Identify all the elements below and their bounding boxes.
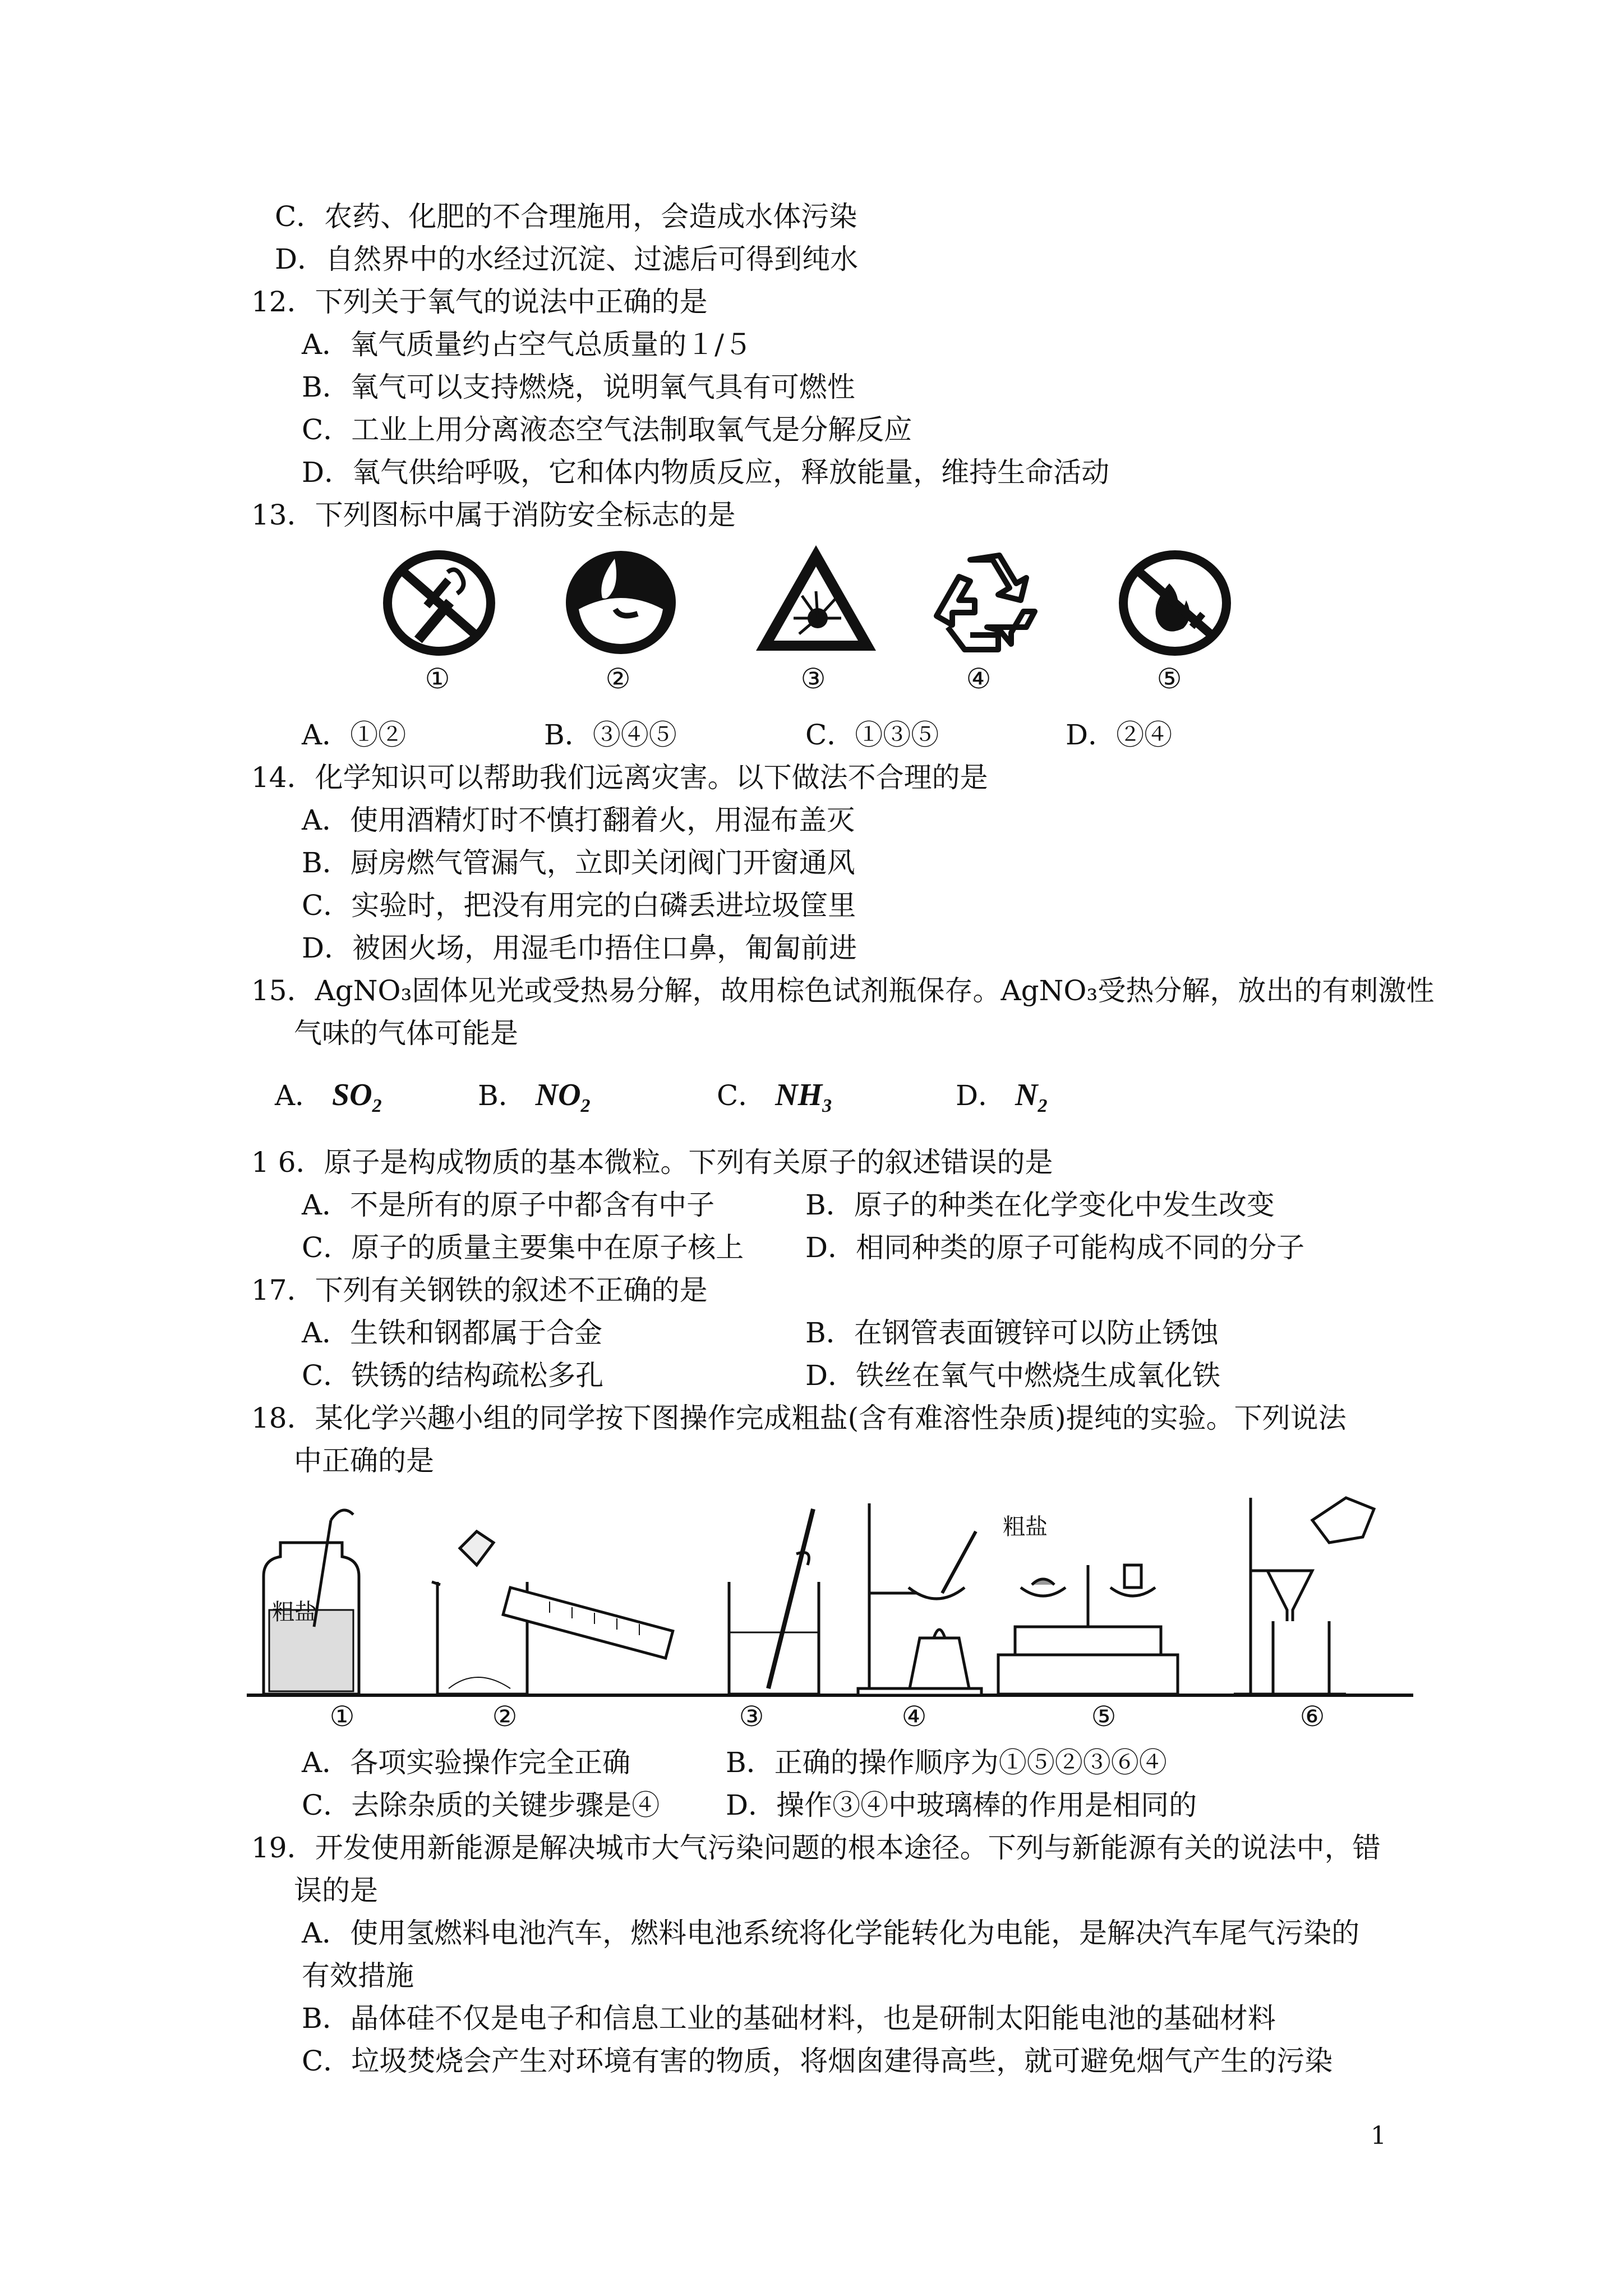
q15-option-b-formula: NO [535,1078,581,1112]
q17-option-a: A．生铁和钢都属于合金 [302,1317,603,1349]
icon-label-4: ④ [966,662,992,695]
q16-option-a: A．不是所有的原子中都含有中子 [302,1189,715,1221]
q12-option-b: B．氧气可以支持燃烧，说明氧气具有可燃性 [302,371,855,403]
icon-label-5: ⑤ [1156,662,1182,695]
balance-drawing [998,1565,1178,1694]
q13-option-d: D．②④ [1066,719,1173,751]
q13-option-b: B．③④⑤ [544,719,677,751]
beaker-stirring-drawing [729,1509,819,1694]
q14-option-b: B．厨房燃气管漏气，立即关闭阀门开窗通风 [302,846,855,879]
q18-option-a: A．各项实验操作完全正确 [302,1746,631,1779]
filtration-drawing [1234,1498,1374,1694]
step-label-6: ⑥ [1299,1700,1325,1733]
q16-option-c: C．原子的质量主要集中在原子核上 [302,1231,744,1264]
salt-label-bottle: 粗盐 [272,1599,317,1625]
q15-option-d [956,1077,1047,1124]
q15-option-a-prefix: A． [275,1079,324,1112]
q19-option-b: B．晶体硅不仅是电子和信息工业的基础材料，也是研制太阳能电池的基础材料 [302,2002,1276,2035]
q15-stem-line1: 15．AgNO₃固体见光或受热易分解，故用棕色试剂瓶保存。AgNO₃受热分解，放出的有刺激性 [251,974,1435,1007]
explosive-warning-icon [751,540,880,660]
q19-option-a-line1: A．使用氢燃料电池汽车，燃料电池系统将化学能转化为电能，是解决汽车尾气污染的 [302,1917,1360,1949]
no-fire-icon [1116,550,1234,659]
q15-option-a-subscript: 2 [372,1096,382,1117]
q11-option-d: D．自然界中的水经过沉淀、过滤后可得到纯水 [275,243,859,275]
q15-option-b-subscript: 2 [580,1096,591,1117]
q19-option-a-line2: 有效措施 [302,1959,414,1992]
q15-option-b [478,1077,591,1124]
q12-option-c: C．工业上用分离液态空气法制取氧气是分解反应 [302,413,912,446]
q14-option-a: A．使用酒精灯时不慎打翻着火，用湿布盖灭 [302,804,855,836]
recycling-icon [925,543,1043,663]
q19-stem-line1: 19．开发使用新能源是解决城市大气污染问题的根本途径。下列与新能源有关的说法中，错 [251,1832,1381,1864]
icon-label-2: ② [605,662,631,695]
q13-stem: 13．下列图标中属于消防安全标志的是 [251,499,736,531]
q17-option-d: D．铁丝在氧气中燃烧生成氧化铁 [805,1359,1221,1392]
q16-option-b: B．原子的种类在化学变化中发生改变 [805,1189,1275,1221]
q15-option-c-prefix: C． [717,1079,767,1112]
q19-option-c: C．垃圾焚烧会产生对环境有害的物质，将烟囱建得高些，就可避免烟气产生的污染 [302,2045,1333,2077]
step-label-3: ③ [739,1700,764,1733]
q13-option-a: A．①② [302,719,407,751]
q15-option-d-formula: N [1015,1078,1038,1112]
q15-option-c [717,1077,832,1124]
q12-option-d: D．氧气供给呼吸，它和体内物质反应，释放能量，维持生命活动 [302,456,1110,489]
q14-stem: 14．化学知识可以帮助我们远离灾害。以下做法不合理的是 [251,761,988,794]
q16-stem: 1 6．原子是构成物质的基本微粒。下列有关原子的叙述错误的是 [251,1146,1053,1179]
q12-stem: 12．下列关于氧气的说法中正确的是 [251,286,708,318]
q18-option-d: D．操作③④中玻璃棒的作用是相同的 [726,1789,1197,1821]
no-smoking-icon [380,550,498,659]
step-label-2: ② [492,1700,518,1733]
q18-option-c: C．去除杂质的关键步骤是④ [302,1789,660,1821]
q18-stem-line1: 18．某化学兴趣小组的同学按下图操作完成粗盐(含有难溶性杂质)提纯的实验。下列说法 [251,1402,1347,1434]
step-label-4: ④ [901,1700,927,1733]
step-label-5: ⑤ [1091,1700,1117,1733]
evaporation-setup-drawing [858,1503,981,1695]
q12-option-a: A．氧气质量约占空气总质量的１/５ [302,328,752,361]
q14-option-c: C．实验时，把没有用完的白磷丢进垃圾筐里 [302,889,856,922]
beaker-pouring-drawing [432,1531,673,1694]
q15-option-a [275,1077,382,1124]
salt-label-balance: 粗盐 [1003,1514,1048,1540]
q11-option-c: C．农药、化肥的不合理施用，会造成水体污染 [275,200,857,233]
q18-option-b: B．正确的操作顺序为①⑤②③⑥④ [726,1746,1167,1779]
q14-option-d: D．被困火场，用湿毛巾捂住口鼻，匍匐前进 [302,932,857,964]
page-number: 1 [1371,2122,1386,2150]
q15-option-d-subscript: 2 [1038,1096,1048,1117]
q17-stem: 17．下列有关钢铁的叙述不正确的是 [251,1274,708,1306]
q15-option-c-formula: NH [775,1078,823,1112]
q19-stem-line2: 误的是 [294,1874,378,1907]
icon-label-1: ① [425,662,450,695]
q13-option-c: C．①③⑤ [805,719,939,751]
q15-option-d-prefix: D． [956,1079,1007,1112]
q15-option-a-formula: SO [332,1078,372,1112]
q15-option-c-subscript: 3 [822,1096,832,1117]
q15-option-b-prefix: B． [478,1079,527,1112]
water-saving-icon [562,547,680,660]
lab-apparatus-figure [247,1487,1413,1713]
q17-option-b: B．在钢管表面镀锌可以防止锈蚀 [805,1317,1219,1349]
q15-stem-line2: 气味的气体可能是 [294,1017,518,1050]
q18-stem-line2: 中正确的是 [294,1444,434,1477]
q16-option-d: D．相同种类的原子可能构成不同的分子 [805,1231,1305,1264]
q17-option-c: C．铁锈的结构疏松多孔 [302,1359,604,1392]
icon-label-3: ③ [800,662,826,695]
step-label-1: ① [329,1700,355,1733]
